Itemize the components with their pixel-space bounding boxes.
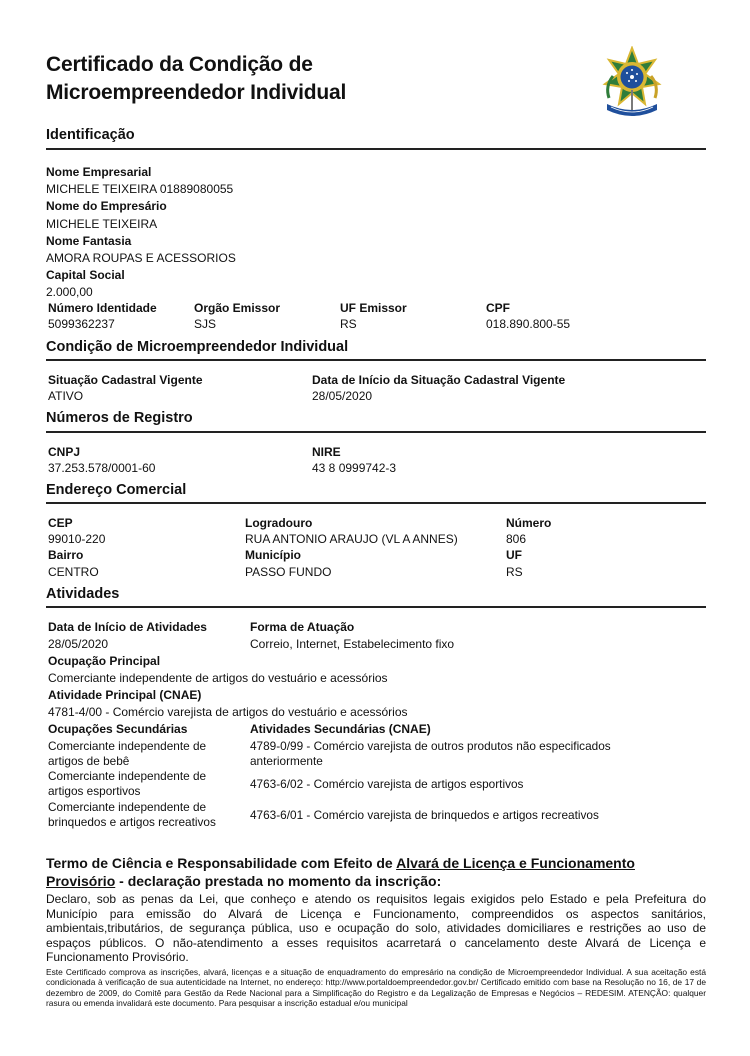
- divider: [46, 148, 706, 150]
- list-item: [250, 739, 611, 768]
- ocupacao-secundaria-line: brinquedos e artigos recreativos: [48, 814, 216, 829]
- uf-label: UF: [506, 548, 522, 562]
- alvara-link: Alvará de Licença e Funcionamento: [396, 855, 635, 871]
- cpf-label: CPF: [486, 301, 510, 315]
- data-inicio-atividades-value: 28/05/2020: [48, 637, 109, 651]
- list-item: [250, 808, 599, 823]
- cnpj-label: CNPJ: [48, 445, 81, 459]
- termo-heading: [46, 854, 706, 890]
- cnpj-value: 37.253.578/0001-60: [48, 461, 156, 475]
- capital-social-label: Capital Social: [46, 268, 125, 282]
- brazil-coat-of-arms-icon: [601, 46, 663, 120]
- logradouro-value: RUA ANTONIO ARAUJO (VL A ANNES): [245, 532, 458, 546]
- cnae-secundaria-line: anteriormente: [250, 753, 323, 768]
- atividade-principal-label: Atividade Principal (CNAE): [48, 688, 202, 702]
- logradouro-label: Logradouro: [245, 516, 313, 530]
- cnae-secundaria-line: 4789-0/99 - Comércio varejista de outros produtos não especificados: [250, 739, 611, 753]
- situacao-cadastral-value: ATIVO: [48, 389, 84, 403]
- divider: [46, 502, 706, 504]
- numero-identidade-label: Número Identidade: [48, 301, 157, 315]
- forma-atuacao-label: Forma de Atuação: [250, 620, 355, 634]
- list-item: [48, 739, 206, 768]
- nome-empresario-label: Nome do Empresário: [46, 199, 167, 213]
- cnae-secundaria-line: 4763-6/01 - Comércio varejista de brinquedos e artigos recreativos: [250, 808, 599, 822]
- orgao-emissor-value: SJS: [194, 317, 217, 331]
- data-inicio-atividades-label: Data de Início de Atividades: [48, 620, 207, 634]
- footer-note: Este Certificado comprova as inscrições, alvará, licenças e a situação de enquadramento do empresário na condição de Microempreendedor Individual. A sua aceitação está condicionada à verificação de sua autenticidade na Internet, no endereço: http://www.portaldoempreendedor.gov.br/ Certificado emitido com base na Resolução no 16, de 17 de dezembro de 2009, do Comitê para Gestão da Rede Nacional para a Simplificação do Registro e da Legalização de Empresas e Negócios – REDESIM. ATENÇÃO: qualquer rasura ou emenda invalidará este documento. Para pesquisar a inscrição estadual e/ou municipal: [46, 967, 706, 1009]
- ocupacao-secundaria-line: Comerciante independente de: [48, 739, 207, 753]
- uf-emissor-value: RS: [340, 317, 357, 331]
- bairro-value: CENTRO: [48, 565, 99, 579]
- page-title-line1: Certificado da Condição de: [46, 53, 313, 76]
- page-title-line2: Microempreendedor Individual: [46, 81, 347, 104]
- data-inicio-situacao-label: Data de Início da Situação Cadastral Vigente: [312, 373, 566, 387]
- ocupacao-secundaria-line: Comerciante independente de: [48, 800, 207, 814]
- nome-empresarial-label: Nome Empresarial: [46, 165, 152, 179]
- atividades-secundarias-label: Atividades Secundárias (CNAE): [250, 722, 431, 736]
- ocupacoes-secundarias-label: Ocupações Secundárias: [48, 722, 188, 736]
- atividade-principal-value: 4781-4/00 - Comércio varejista de artigos do vestuário e acessórios: [48, 705, 408, 719]
- cep-label: CEP: [48, 516, 73, 530]
- uf-value: RS: [506, 565, 523, 579]
- list-item: [48, 800, 216, 829]
- list-item: [250, 777, 523, 792]
- uf-emissor-label: UF Emissor: [340, 301, 407, 315]
- nire-value: 43 8 0999742-3: [312, 461, 397, 475]
- ocupacao-secundaria-line: artigos de bebê: [48, 753, 130, 768]
- nome-fantasia-value: AMORA ROUPAS E ACESSORIOS: [46, 251, 236, 265]
- ocupacao-principal-value: Comerciante independente de artigos do vestuário e acessórios: [48, 671, 388, 685]
- numero-value: 806: [506, 532, 527, 546]
- provisorio-link: Provisório: [46, 873, 116, 889]
- cpf-value: 018.890.800-55: [486, 317, 571, 331]
- ocupacao-principal-label: Ocupação Principal: [48, 654, 161, 668]
- list-item: [48, 769, 206, 798]
- capital-social-value: 2.000,00: [46, 285, 93, 299]
- nome-fantasia-label: Nome Fantasia: [46, 234, 132, 248]
- forma-atuacao-value: Correio, Internet, Estabelecimento fixo: [250, 637, 455, 651]
- section-registro-heading: Números de Registro: [46, 410, 193, 426]
- section-condicao-heading: Condição de Microempreendedor Individual: [46, 339, 349, 355]
- municipio-label: Município: [245, 548, 301, 562]
- data-inicio-situacao-value: 28/05/2020: [312, 389, 373, 403]
- numero-label: Número: [506, 516, 552, 530]
- nome-empresarial-value: MICHELE TEIXEIRA 01889080055: [46, 182, 234, 196]
- divider: [46, 359, 706, 361]
- cep-value: 99010-220: [48, 532, 106, 546]
- orgao-emissor-label: Orgão Emissor: [194, 301, 281, 315]
- nire-label: NIRE: [312, 445, 341, 459]
- ocupacao-secundaria-line: Comerciante independente de: [48, 769, 207, 783]
- section-endereco-heading: Endereço Comercial: [46, 482, 187, 498]
- ocupacao-secundaria-line: artigos esportivos: [48, 783, 141, 798]
- nome-empresario-value: MICHELE TEIXEIRA: [46, 217, 158, 231]
- cnae-secundaria-line: 4763-6/02 - Comércio varejista de artigos esportivos: [250, 777, 524, 791]
- numero-identidade-value: 5099362237: [48, 317, 115, 331]
- divider: [46, 606, 706, 608]
- divider: [46, 431, 706, 433]
- bairro-label: Bairro: [48, 548, 84, 562]
- termo-heading-text: Termo de Ciência e Responsabilidade com Efeito de: [46, 855, 397, 871]
- termo-heading-suffix: - declaração prestada no momento da inscrição:: [115, 873, 442, 889]
- municipio-value: PASSO FUNDO: [245, 565, 332, 579]
- section-identificacao-heading: Identificação: [46, 127, 135, 143]
- situacao-cadastral-label: Situação Cadastral Vigente: [48, 373, 203, 387]
- declaracao-text: Declaro, sob as penas da Lei, que conheço e atendo os requisitos legais exigidos pelo Estado e pela Prefeitura do Município para emissão do Alvará de Licença e Funcionamento, compreendidos os aspectos sanitários, ambientais,tributários, de segurança pública, uso e ocupação do solo, atividades domiciliares e restrições ao uso de espaços públicos. O não-atendimento a esses requisitos acarretará o cancelamento deste Alvará de Licença e Funcionamento Provisório.: [46, 892, 706, 965]
- section-atividades-heading: Atividades: [46, 586, 120, 602]
